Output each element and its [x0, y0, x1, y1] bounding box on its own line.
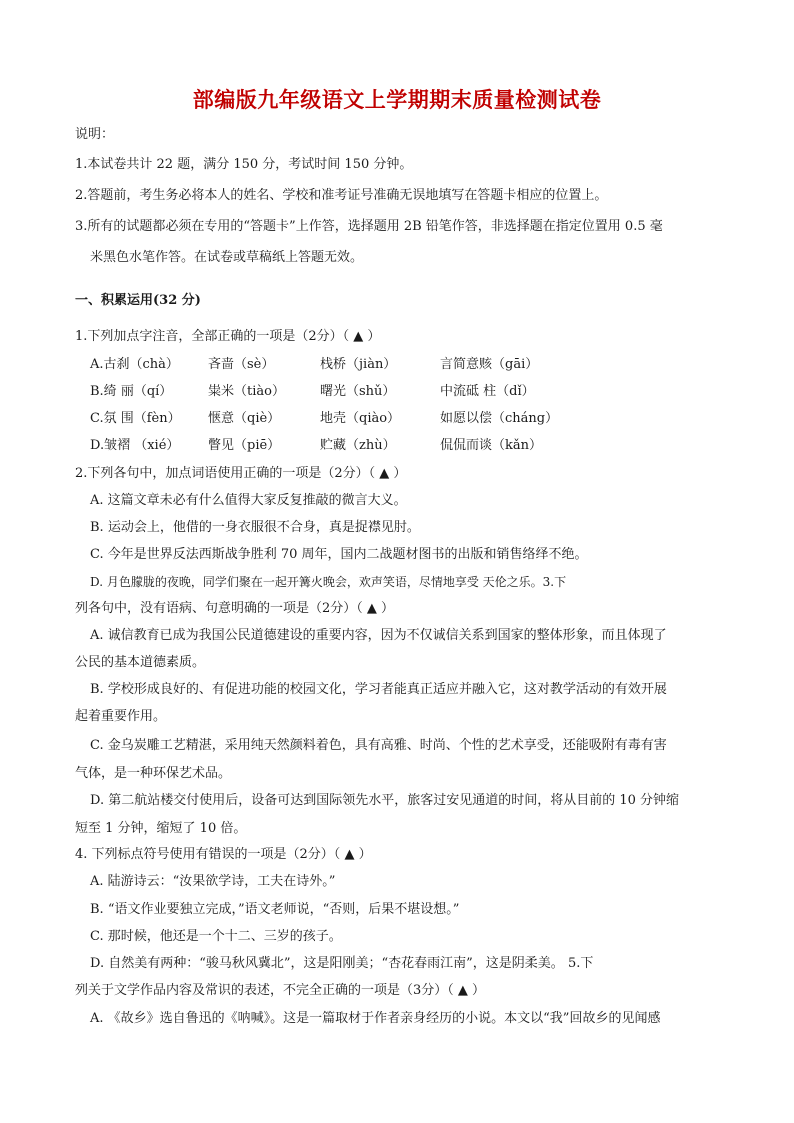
- q3-option-c: C. 金乌炭雕工艺精湛，采用纯天然颜料着色，具有高雅、时尚、个性的艺术享受，还能吸附有毒有害: [90, 738, 667, 753]
- q1-option-c2: 惬意（qiè）: [208, 411, 281, 426]
- q1-option-d1: D.皱褶 （xié）: [90, 438, 180, 453]
- q1-option-d4: 侃侃而谈（kǎn）: [440, 438, 543, 453]
- q4-option-c: C. 那时候，他还是一个十二、三岁的孩子。: [90, 929, 342, 944]
- q3-stem: 列各句中，没有语病、句意明确的一项是（2分）（ ▲ ）: [75, 601, 395, 616]
- q1-option-c4: 如愿以偿（cháng）: [440, 411, 559, 426]
- q3-option-a-cont: 公民的基本道德素质。: [75, 655, 206, 670]
- q3-option-a: A. 诚信教育已成为我国公民道德建设的重要内容，因为不仅诚信关系到国家的整体形象，而且体现了: [90, 628, 667, 643]
- q4-option-a: A. 陆游诗云：“汝果欲学诗，工夫在诗外。”: [90, 874, 336, 889]
- q1-stem: 1.下列加点字注音，全部正确的一项是（2分）（ ▲ ）: [75, 329, 381, 344]
- q2-option-b: B. 运动会上，他借的一身衣服很不合身，真是捉襟见肘。: [90, 520, 420, 535]
- intro-item-1: 1.本试卷共计 22 题，满分 150 分，考试时间 150 分钟。: [75, 157, 413, 172]
- q3-option-b: B. 学校形成良好的、有促进功能的校园文化，学习者能真正适应并融入它，这对教学活动的有效开展: [90, 682, 667, 697]
- q1-option-a2: 吝啬（sè）: [208, 357, 275, 372]
- intro-item-3: 3.所有的试题都必须在专用的“答题卡”上作答，选择题用 2B 铅笔作答，非选择题在指定位置用 0.5 毫: [75, 219, 663, 234]
- q1-option-b4: 中流砥 柱（dǐ）: [440, 384, 535, 399]
- section-heading-1: 一、积累运用(32 分): [75, 293, 201, 308]
- intro-label: 说明：: [75, 127, 115, 142]
- q5-option-a: A. 《故乡》选自鲁迅的《呐喊》。这是一篇取材于作者亲身经历的小说。本文以“我”回故乡的见闻感: [90, 1011, 661, 1026]
- q3-option-c-cont: 气体，是一种环保艺术品。: [75, 766, 232, 781]
- q4-option-d: D. 自然美有两种：“骏马秋风冀北”，这是阳刚美；“杏花春雨江南”，这是阴柔美。 5.下: [90, 956, 594, 971]
- q2-stem: 2.下列各句中，加点词语使用正确的一项是（2分）（ ▲ ）: [75, 466, 407, 481]
- q1-option-b1: B.绮 丽（qí）: [90, 384, 173, 399]
- q4-stem: 4. 下列标点符号使用有错误的一项是（2分）（ ▲ ）: [75, 847, 372, 862]
- q1-option-c1: C.氛 围（fèn）: [90, 411, 181, 426]
- q2-option-d: D. 月色朦胧的夜晚，同学们聚在一起开篝火晚会，欢声笑语，尽情地享受 天伦之乐。3.下: [90, 575, 567, 589]
- q1-option-b3: 曙光（shǔ）: [320, 384, 396, 399]
- q2-option-a: A. 这篇文章未必有什么值得大家反复推敲的微言大义。: [90, 493, 407, 508]
- q1-option-d3: 贮藏（zhù）: [320, 438, 396, 453]
- intro-item-3-cont: 米黑色水笔作答。在试卷或草稿纸上答题无效。: [90, 250, 364, 265]
- q1-option-c3: 地壳（qiào）: [320, 411, 401, 426]
- q2-option-c: C. 今年是世界反法西斯战争胜利 70 周年，国内二战题材图书的出版和销售络绎不绝。: [90, 547, 588, 562]
- q3-option-d: D. 第二航站楼交付使用后，设备可达到国际领先水平，旅客过安见通道的时间，将从目前的 10 分钟缩: [90, 793, 680, 808]
- q1-option-d2: 瞥见（piē）: [208, 438, 281, 453]
- q1-option-b2: 粜米（tiào）: [208, 384, 285, 399]
- q1-option-a1: A.古刹（chà）: [90, 357, 179, 372]
- page-title: 部编版九年级语文上学期期末质量检测试卷: [192, 87, 602, 112]
- q1-option-a3: 栈桥（jiàn）: [320, 357, 397, 372]
- q4-option-b: B. “语文作业要独立完成，”语文老师说，“否则，后果不堪设想。”: [90, 902, 460, 917]
- q5-stem: 列关于文学作品内容及常识的表述，不完全正确的一项是（3分）（ ▲ ）: [75, 983, 486, 998]
- q3-option-b-cont: 起着重要作用。: [75, 709, 167, 724]
- intro-item-2: 2.答题前，考生务必将本人的姓名、学校和准考证号准确无误地填写在答题卡相应的位置上。: [75, 188, 608, 203]
- q3-option-d-cont: 短至 1 分钟，缩短了 10 倍。: [75, 821, 247, 836]
- q1-option-a4: 言简意赅（gāi）: [440, 357, 539, 372]
